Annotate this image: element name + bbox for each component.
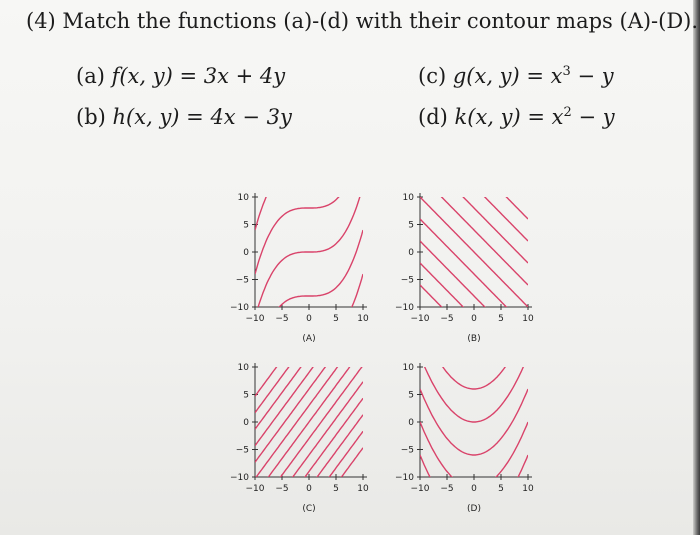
x-tick-label: −5 <box>440 484 454 494</box>
contour-line <box>255 398 363 535</box>
y-tick-label: 10 <box>402 363 414 373</box>
y-tick-label: 5 <box>243 390 249 401</box>
x-tick-label: −10 <box>245 314 265 324</box>
y-tick-label: 10 <box>237 193 249 203</box>
y-tick-label: 0 <box>408 248 414 258</box>
function-d-tail: − y <box>571 105 615 129</box>
contour-line <box>255 349 363 495</box>
x-tick-label: −10 <box>245 484 265 494</box>
contour-line <box>420 197 528 307</box>
function-c-exponent: 3 <box>562 64 571 79</box>
function-b-label: (b) <box>76 105 106 129</box>
y-tick-label: 0 <box>243 248 249 258</box>
panel-caption: (D) <box>467 504 481 514</box>
function-c-label: (c) <box>418 64 447 88</box>
x-tick-label: 5 <box>333 484 339 494</box>
x-tick-label: −10 <box>410 484 430 494</box>
function-b-expr: h(x, y) = 4x − 3y <box>112 105 292 129</box>
y-tick-label: 10 <box>237 363 249 373</box>
function-d-exponent: 2 <box>563 105 572 120</box>
contour-line <box>420 175 528 285</box>
x-tick-label: 5 <box>498 314 504 324</box>
panel-caption: (A) <box>302 334 316 344</box>
y-tick-label: 5 <box>408 390 414 401</box>
contour-plot-c <box>225 355 375 525</box>
y-tick-label: −5 <box>235 275 249 286</box>
page-edge-shadow <box>693 0 700 535</box>
y-tick-label: 0 <box>408 418 414 428</box>
contour-line <box>255 186 363 318</box>
x-tick-label: −10 <box>410 314 430 324</box>
function-d-expr <box>455 105 615 129</box>
y-tick-label: 0 <box>243 418 249 428</box>
y-tick-label: −5 <box>235 445 249 456</box>
x-tick-label: 0 <box>471 314 477 324</box>
x-tick-label: 10 <box>357 484 369 494</box>
y-tick-label: −10 <box>395 473 414 483</box>
x-tick-label: 10 <box>357 314 369 324</box>
contour-plot-d <box>390 355 540 525</box>
y-tick-label: 5 <box>408 220 414 231</box>
function-c <box>418 64 614 88</box>
function-b <box>76 105 292 129</box>
function-d-base: k(x, y) = x <box>454 105 564 129</box>
y-tick-label: −5 <box>400 275 414 286</box>
function-d <box>418 105 615 129</box>
function-a <box>76 64 285 88</box>
function-d-label: (d) <box>418 105 448 129</box>
x-tick-label: −5 <box>440 314 454 324</box>
y-tick-label: −10 <box>230 303 249 313</box>
function-a-label: (a) <box>76 64 105 88</box>
x-tick-label: 0 <box>471 484 477 494</box>
y-tick-label: −10 <box>230 473 249 483</box>
function-a-expr: f(x, y) = 3x + 4y <box>111 64 286 88</box>
contour-line <box>420 219 528 329</box>
function-c-expr <box>453 64 614 88</box>
panel-caption: (B) <box>467 334 481 344</box>
panel-caption: (C) <box>302 504 316 514</box>
x-tick-label: −5 <box>275 484 289 494</box>
problem-title: (4) Match the functions (a)-(d) with their contour maps (A)-(D). <box>26 9 699 33</box>
x-tick-label: 0 <box>306 314 312 324</box>
function-c-tail: − y <box>570 64 614 88</box>
function-c-base: g(x, y) = x <box>452 64 563 88</box>
y-tick-label: −10 <box>395 303 414 313</box>
contour-plot-a <box>225 185 375 355</box>
y-tick-label: −5 <box>400 445 414 456</box>
x-tick-label: 0 <box>306 484 312 494</box>
y-tick-label: 10 <box>402 193 414 203</box>
x-tick-label: 10 <box>522 314 534 324</box>
x-tick-label: 5 <box>333 314 339 324</box>
x-tick-label: 10 <box>522 484 534 494</box>
contour-plot-b <box>390 185 540 355</box>
y-tick-label: 5 <box>243 220 249 231</box>
x-tick-label: −5 <box>275 314 289 324</box>
x-tick-label: 5 <box>498 484 504 494</box>
contour-line <box>255 332 363 478</box>
